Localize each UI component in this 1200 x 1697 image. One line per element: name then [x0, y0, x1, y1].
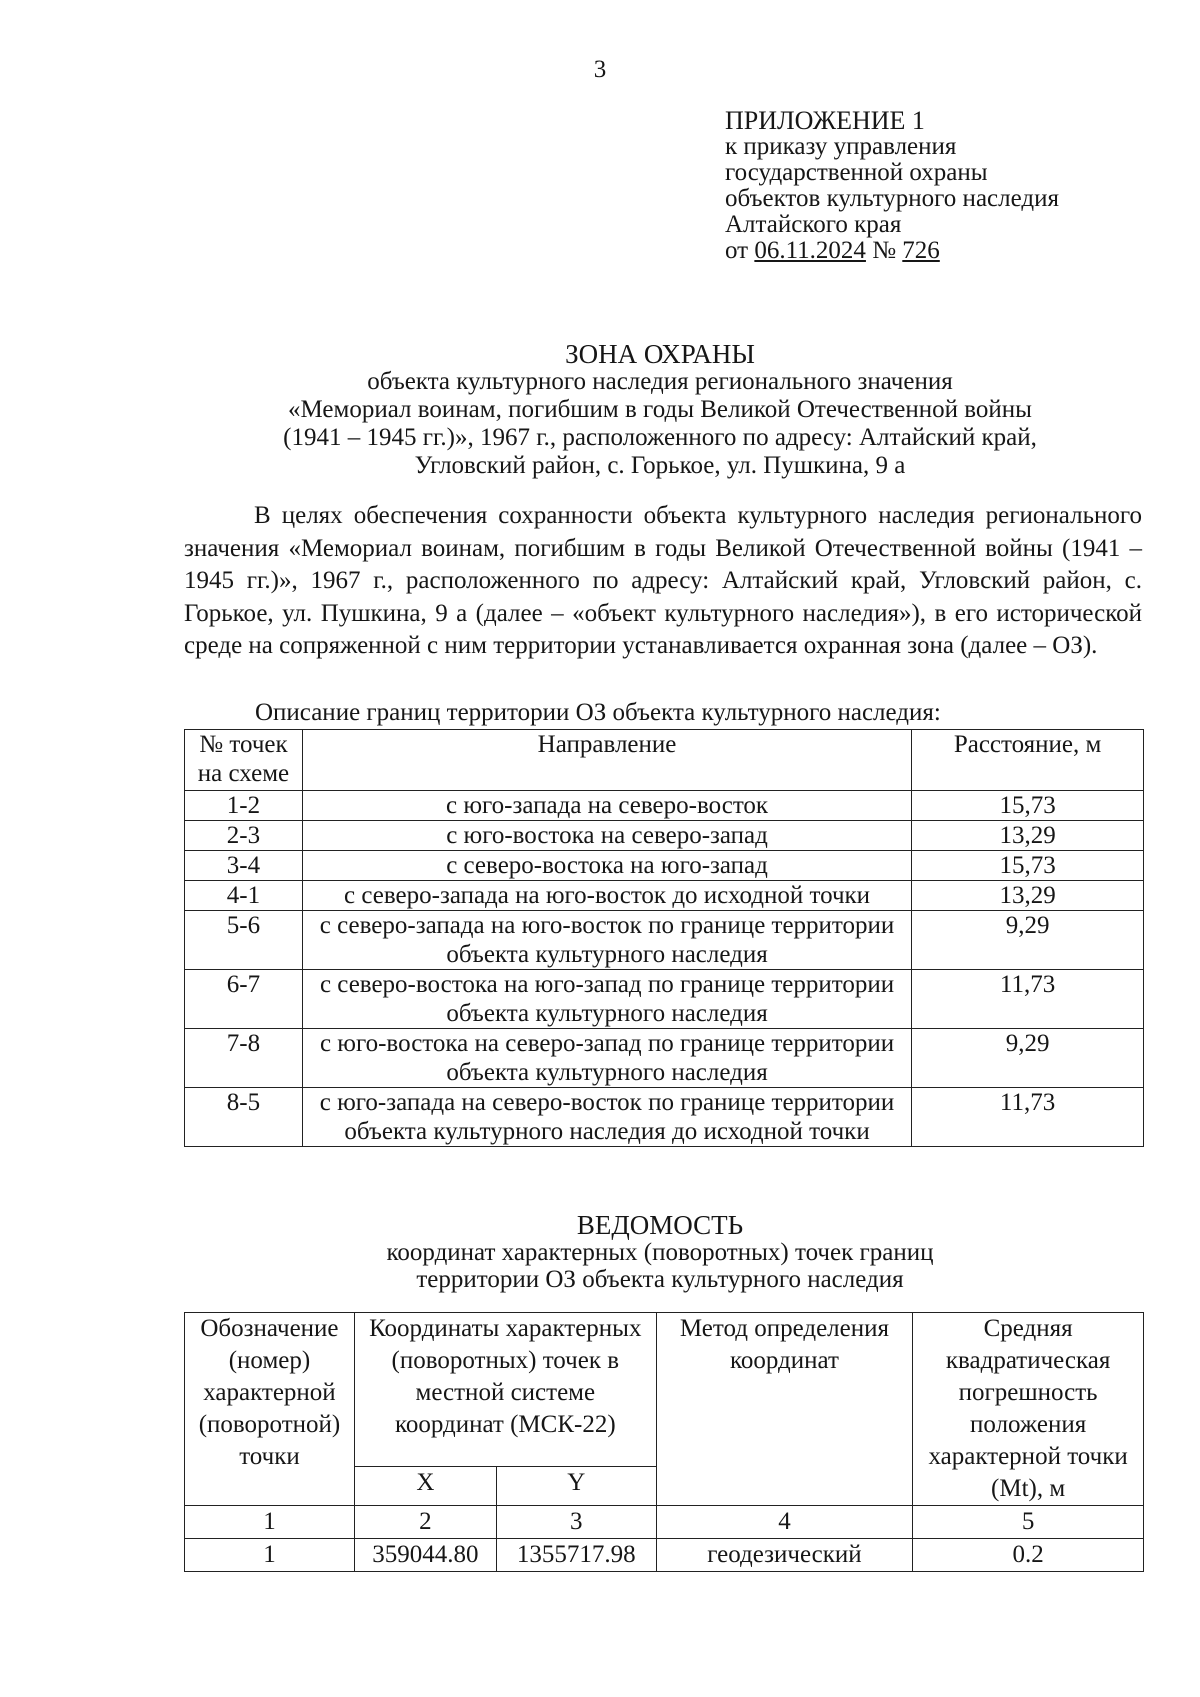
cell-direction: с северо-запада на юго-восток по границе территории объекта культурного наследия: [302, 911, 911, 970]
column-number: 1: [185, 1506, 355, 1539]
cell-points: 2-3: [185, 821, 303, 851]
order-number: 726: [902, 237, 940, 264]
cell-distance: 15,73: [912, 851, 1144, 881]
header-error: Средняя квадратическая погрешность положения характерной точки (Mt), м: [913, 1313, 1144, 1506]
table-header-row: [185, 730, 1144, 791]
cell-method: геодезический: [656, 1539, 913, 1572]
intro-paragraph: В целях обеспечения сохранности объекта культурного наследия регионального значения «Мемориал воинам, погибшим в годы Великой Отечественной войны (1941 – 1945 гг.)», 1967 г., расположенного по адресу: Алтайский край, Угловский район, с. Горькое, ул. Пушкина, 9 а (далее – «объект культурного наследия»), в его исторической среде на сопряженной с ним территории устанавливается охранная зона (далее – ОЗ).: [184, 502, 1142, 659]
cell-x: 359044.80: [354, 1539, 496, 1572]
table-row: [185, 791, 1144, 821]
cell-points: 3-4: [185, 851, 303, 881]
cell-distance: 9,29: [912, 911, 1144, 970]
cell-direction: с юго-запада на северо-восток: [302, 791, 911, 821]
column-number: 5: [913, 1506, 1144, 1539]
vedomost-subtitle-line: координат характерных (поворотных) точек границ: [386, 1239, 934, 1266]
table-row: [185, 970, 1144, 1029]
cell-direction: с юго-востока на северо-запад: [302, 821, 911, 851]
appendix-line: Алтайского края: [725, 211, 902, 238]
header-direction: Направление: [302, 730, 911, 791]
header-coordinates: Координаты характерных (поворотных) точек в местной системе координат (МСК-22): [354, 1313, 656, 1467]
cell-points: 8-5: [185, 1088, 303, 1147]
table-header-row: [185, 1313, 1144, 1467]
zone-subtitle-line: объекта культурного наследия регионального значения: [367, 368, 953, 395]
appendix-block: [725, 108, 1059, 264]
table-row: [185, 1029, 1144, 1088]
zone-subtitle-line: Угловский район, с. Горькое, ул. Пушкина, 9 а: [414, 452, 906, 479]
cell-y: 1355717.98: [496, 1539, 656, 1572]
cell-direction: с северо-востока на юго-запад: [302, 851, 911, 881]
table-row: [185, 1088, 1144, 1147]
vedomost-title: ВЕДОМОСТЬ: [576, 1210, 744, 1240]
header-points: № точек на схеме: [185, 730, 303, 791]
boundary-caption: Описание границ территории ОЗ объекта культурного наследия:: [255, 699, 941, 726]
cell-direction: с юго-востока на северо-запад по границе территории объекта культурного наследия: [302, 1029, 911, 1088]
table-row: [185, 1539, 1144, 1572]
coordinates-table: [184, 1312, 1144, 1572]
cell-points: 4-1: [185, 881, 303, 911]
appendix-line: государственной охраны: [725, 159, 988, 186]
header-method: Метод определения координат: [656, 1313, 913, 1506]
zone-title: ЗОНА ОХРАНЫ: [565, 339, 755, 369]
zone-subtitle-line: «Мемориал воинам, погибшим в годы Великой Отечественной войны: [288, 396, 1032, 423]
cell-distance: 13,29: [912, 881, 1144, 911]
appendix-line: объектов культурного наследия: [725, 185, 1059, 212]
cell-points: 7-8: [185, 1029, 303, 1088]
table-row: [185, 821, 1144, 851]
cell-direction: с юго-запада на северо-восток по границе территории объекта культурного наследия до исходной точки: [302, 1088, 911, 1147]
date-prefix: от: [725, 237, 749, 264]
column-number: 4: [656, 1506, 913, 1539]
cell-direction: с северо-востока на юго-запад по границе территории объекта культурного наследия: [302, 970, 911, 1029]
cell-distance: 11,73: [912, 1088, 1144, 1147]
appendix-date-line: [725, 238, 1059, 264]
column-number: 3: [496, 1506, 656, 1539]
cell-points: 6-7: [185, 970, 303, 1029]
cell-distance: 9,29: [912, 1029, 1144, 1088]
number-prefix: №: [872, 237, 897, 264]
cell-distance: 13,29: [912, 821, 1144, 851]
header-y: Y: [496, 1466, 656, 1505]
order-date: 06.11.2024: [754, 237, 866, 264]
zone-subtitle-line: (1941 – 1945 гг.)», 1967 г., расположенного по адресу: Алтайский край,: [283, 424, 1037, 451]
header-x: X: [354, 1466, 496, 1505]
cell-points: 1-2: [185, 791, 303, 821]
cell-distance: 15,73: [912, 791, 1144, 821]
table-row: [185, 911, 1144, 970]
column-number: 2: [354, 1506, 496, 1539]
vedomost-subtitle-line: территории ОЗ объекта культурного наследия: [416, 1266, 904, 1293]
cell-direction: с северо-запада на юго-восток до исходной точки: [302, 881, 911, 911]
appendix-line: к приказу управления: [725, 133, 957, 160]
cell-error: 0.2: [913, 1539, 1144, 1572]
appendix-title: ПРИЛОЖЕНИЕ 1: [725, 106, 925, 135]
vedomost-header: [180, 1212, 1140, 1293]
table-row: [185, 851, 1144, 881]
page-number: 3: [593, 56, 607, 83]
boundary-table: [184, 729, 1144, 1147]
cell-distance: 11,73: [912, 970, 1144, 1029]
table-row: [185, 881, 1144, 911]
cell-point: 1: [185, 1539, 355, 1572]
header-distance: Расстояние, м: [912, 730, 1144, 791]
header-designation: Обозначение (номер) характерной (поворотной) точки: [185, 1313, 355, 1506]
zone-header: [180, 340, 1140, 480]
column-number-row: [185, 1506, 1144, 1539]
cell-points: 5-6: [185, 911, 303, 970]
